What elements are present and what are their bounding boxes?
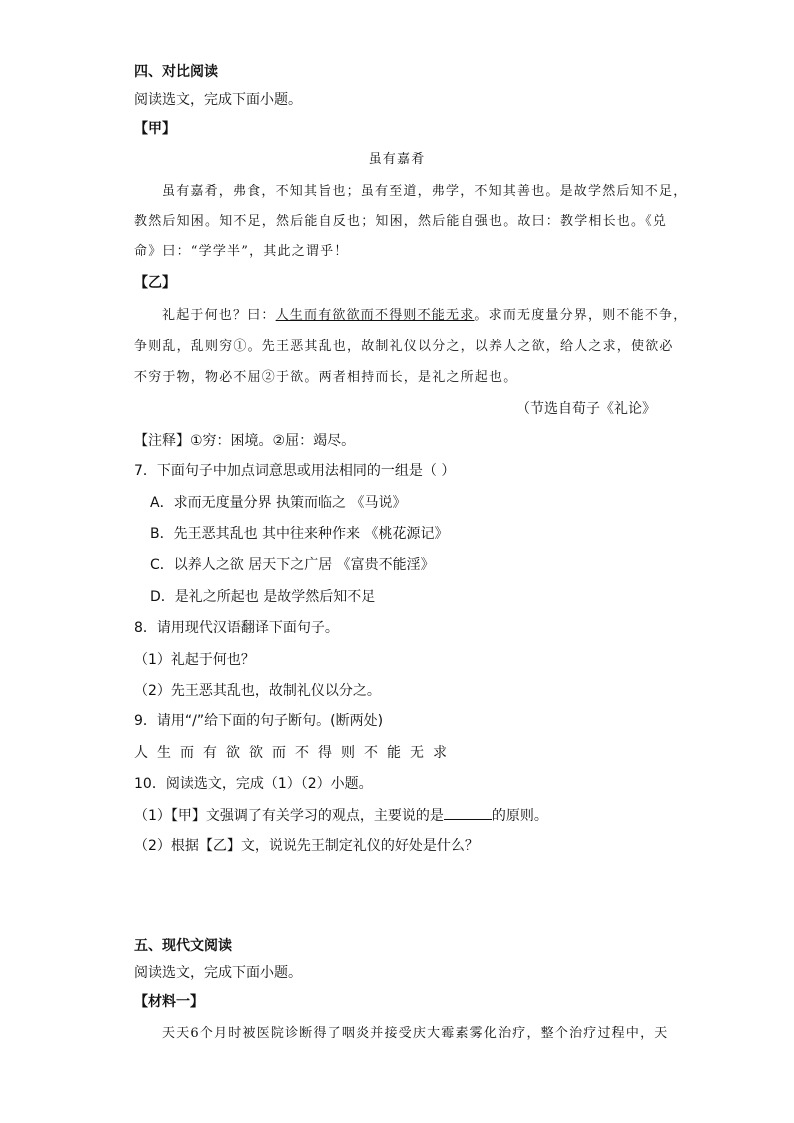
question-7-option-d: D．是礼之所起也 是故学然后知不足 bbox=[150, 589, 376, 605]
yi-label: 【乙】 bbox=[134, 275, 176, 291]
jia-text-line-3: 命》曰：“学学半”，其此之谓乎！ bbox=[134, 244, 349, 259]
jia-title: 虽有嘉肴 bbox=[368, 152, 426, 167]
question-8-stem: 8．请用现代汉语翻译下面句子。 bbox=[134, 620, 339, 636]
yi-text-line-1-start: 礼起于何也？曰： bbox=[162, 308, 276, 323]
question-9-sentence: 人生而有欲欲而不得则不能无求 bbox=[134, 745, 456, 761]
question-7-option-c: C．以养人之欲 居天下之广居 《富贵不能淫》 bbox=[150, 557, 435, 573]
jia-text-line-2: 教然后知困。知不足，然后能自反也；知困，然后能自强也。故曰：教学相长也。《兑 bbox=[134, 214, 668, 229]
section-four-instruction: 阅读选文，完成下面小题。 bbox=[134, 92, 302, 108]
yi-text-line-1 bbox=[162, 306, 687, 326]
question-7-option-b: B．先王恶其乱也 其中往来种作来 《桃花源记》 bbox=[150, 526, 449, 542]
source-citation: （节选自荀子《礼论》 bbox=[516, 401, 656, 417]
material-one-text-line: 天天6个月时被医院诊断得了咽炎并接受庆大霉素雾化治疗，整个治疗过程中，天 bbox=[162, 1026, 669, 1041]
question-9-stem: 9．请用“/”给下面的句子断句。(断两处) bbox=[134, 713, 384, 729]
section-five-instruction: 阅读选文，完成下面小题。 bbox=[134, 965, 302, 981]
yi-text-line-3: 不穷于物，物必不屈②于欲。两者相持而长，是礼之所起也。 bbox=[134, 370, 518, 385]
yi-underlined-phrase: 人生而有欲欲而不得则不能无求 bbox=[275, 308, 475, 323]
yi-text-line-2: 争则乱，乱则穷①。先王恶其乱也，故制礼仪以分之，以养人之欲，给人之求，使欲必 bbox=[134, 339, 674, 354]
question-7-stem: 7．下面句子中加点词意思或用法相同的一组是（ ） bbox=[134, 463, 456, 479]
question-8-item-2: （2）先王恶其乱也，故制礼仪以分之。 bbox=[134, 683, 381, 699]
section-four-heading: 四、对比阅读 bbox=[134, 64, 218, 80]
question-10-item-1 bbox=[134, 805, 548, 826]
question-10-item-1-tail: 的原则。 bbox=[491, 808, 548, 824]
yi-text-line-1-end: 。求而无度量分界，则不能不争， bbox=[474, 308, 688, 323]
question-10-item-1-text: （1）【甲】文强调了有关学习的观点，主要说的是 bbox=[134, 808, 444, 824]
jia-label: 【甲】 bbox=[134, 121, 176, 137]
section-five-heading: 五、现代文阅读 bbox=[134, 938, 232, 954]
question-8-item-1: （1）礼起于何也？ bbox=[134, 652, 255, 668]
jia-text-line-1: 虽有嘉肴，弗食，不知其旨也；虽有至道，弗学，不知其善也。是故学然后知不足， bbox=[162, 184, 688, 199]
question-10-item-2: （2）根据【乙】文，说说先王制定礼仪的好处是什么？ bbox=[134, 838, 479, 854]
question-7-option-a: A．求而无度量分界 执策而临之 《马说》 bbox=[150, 495, 407, 511]
question-10-stem: 10．阅读选文，完成（1）（2）小题。 bbox=[134, 776, 373, 792]
answer-blank[interactable] bbox=[444, 805, 492, 820]
material-one-label: 【材料一】 bbox=[134, 994, 204, 1010]
annotation-note: 【注释】①穷：困境。②屈：竭尽。 bbox=[134, 433, 356, 449]
